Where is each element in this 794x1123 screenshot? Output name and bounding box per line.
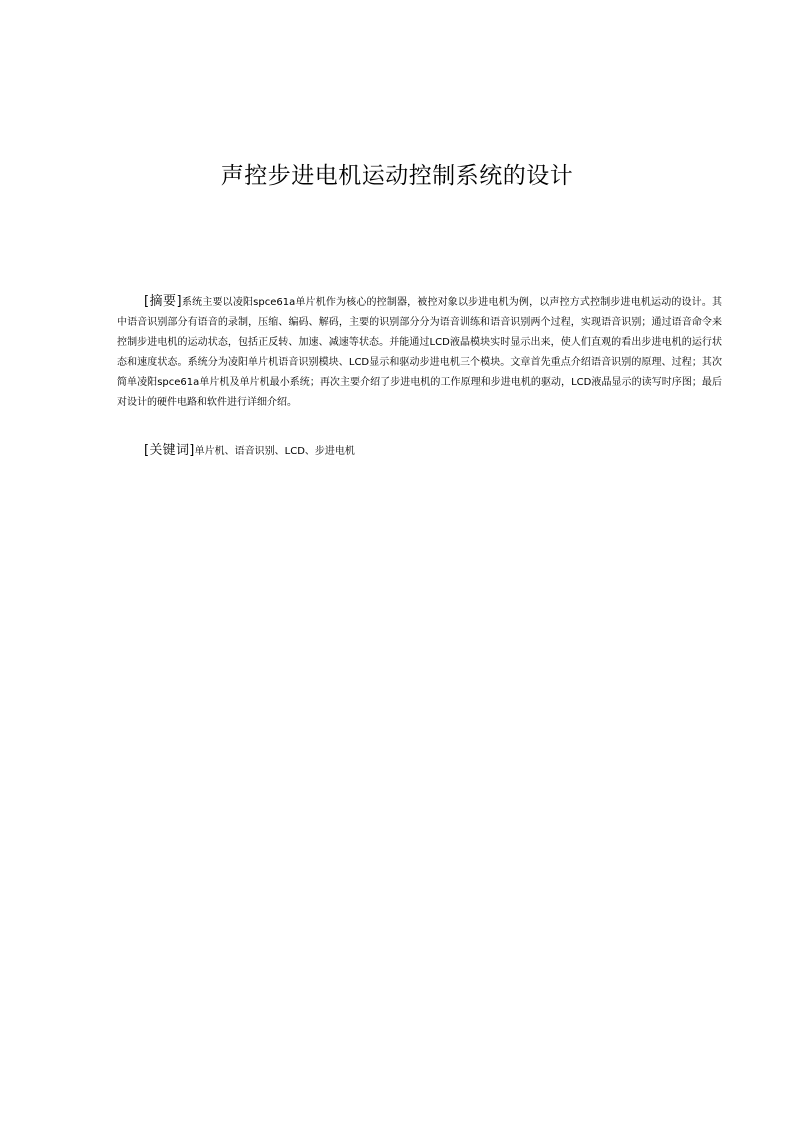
keywords-label: [关键词] bbox=[144, 443, 195, 458]
keywords-text: 单片机、语音识别、LCD、步进电机 bbox=[194, 446, 355, 457]
abstract-label: [摘要] bbox=[144, 294, 182, 309]
abstract-text: 系统主要以凌阳spce61a单片机作为核心的控制器，被控对象以步进电机为例，以声控方式控制步进电机运动的设计。其中语音识别部分有语音的录制，压缩、编码、解码，主要的识别部分分为语音训练和语音识别两个过程，实现语音识别；通过语音命令来控制步进电机的运动状态，包括正反转、加速、减速等状态。并能通过LCD液晶模块实时显示出来，使人们直观的看出步进电机的运行状态和速度状态。系统分为凌阳单片机语音识别模块、LCD显示和驱动步进电机三个模块。文章首先重点介绍语音识别的原理、过程；其次简单凌阳spce61a单片机及单片机最小系统；再次主要介绍了步进电机的工作原理和步进电机的驱动，LCD液晶显示的读写时序图；最后对设计的硬件电路和软件进行详细介绍。 bbox=[117, 297, 723, 408]
keywords-paragraph bbox=[117, 441, 722, 462]
page-title: 声控步进电机运动控制系统的设计 bbox=[220, 163, 574, 189]
abstract-paragraph bbox=[117, 292, 722, 413]
